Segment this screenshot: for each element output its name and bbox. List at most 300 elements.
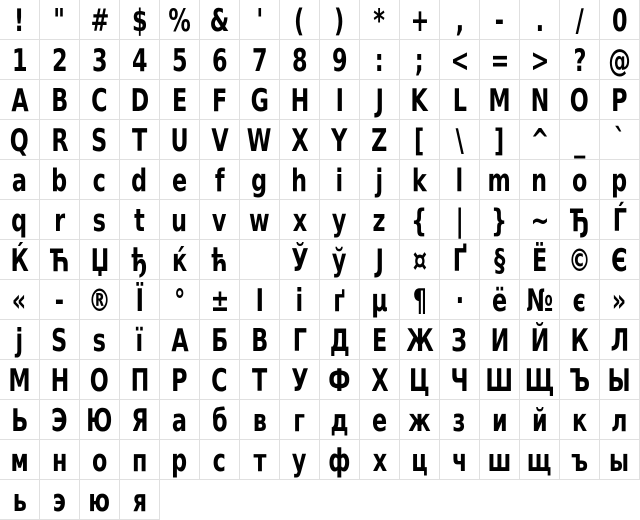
- glyph-cell[interactable]: [120, 440, 160, 480]
- glyph-row: [0, 360, 640, 400]
- glyph-cell[interactable]: [160, 320, 200, 360]
- glyph-cell[interactable]: [600, 400, 640, 440]
- glyph: А: [170, 323, 189, 359]
- glyph: V: [210, 123, 229, 159]
- glyph-cell[interactable]: [560, 360, 600, 400]
- glyph-cell[interactable]: [240, 320, 280, 360]
- glyph: n: [531, 163, 548, 199]
- glyph: y: [332, 203, 347, 239]
- glyph: -: [54, 283, 65, 319]
- glyph: §: [493, 243, 506, 279]
- glyph: l: [455, 163, 464, 199]
- glyph: e: [171, 163, 188, 199]
- glyph-cell[interactable]: [240, 40, 280, 80]
- glyph-cell[interactable]: [400, 40, 440, 80]
- glyph-cell[interactable]: [240, 400, 280, 440]
- glyph: г: [293, 403, 306, 439]
- glyph-cell[interactable]: [480, 120, 520, 160]
- glyph: Д: [329, 323, 350, 359]
- glyph-cell[interactable]: [360, 240, 400, 280]
- glyph-cell[interactable]: [400, 320, 440, 360]
- glyph-cell[interactable]: [400, 280, 440, 320]
- glyph-cell[interactable]: [120, 280, 160, 320]
- glyph: ": [53, 3, 66, 39]
- glyph: ¤: [412, 243, 427, 279]
- glyph-cell[interactable]: [360, 360, 400, 400]
- glyph: Я: [130, 403, 149, 439]
- glyph-row: [0, 200, 640, 240]
- glyph: z: [372, 203, 386, 239]
- glyph-cell[interactable]: [320, 440, 360, 480]
- glyph-cell[interactable]: [40, 200, 80, 240]
- glyph-cell[interactable]: [440, 40, 480, 80]
- glyph-cell[interactable]: [520, 200, 560, 240]
- glyph-cell[interactable]: [520, 40, 560, 80]
- glyph-cell[interactable]: [80, 80, 120, 120]
- glyph-cell[interactable]: [280, 160, 320, 200]
- glyph: и: [491, 403, 508, 439]
- glyph: H: [290, 83, 309, 119]
- glyph-cell[interactable]: [40, 120, 80, 160]
- glyph-cell[interactable]: [320, 0, 360, 40]
- glyph-cell[interactable]: [520, 80, 560, 120]
- glyph-cell[interactable]: [400, 120, 440, 160]
- glyph-cell[interactable]: [280, 80, 320, 120]
- glyph-cell[interactable]: [400, 440, 440, 480]
- glyph-cell[interactable]: [120, 160, 160, 200]
- glyph-cell[interactable]: [440, 400, 480, 440]
- glyph-cell[interactable]: [200, 320, 240, 360]
- glyph-cell[interactable]: [600, 240, 640, 280]
- glyph: С: [211, 363, 228, 399]
- glyph-cell[interactable]: [280, 280, 320, 320]
- glyph-cell[interactable]: [40, 40, 80, 80]
- glyph-cell[interactable]: [80, 440, 120, 480]
- glyph-cell[interactable]: [280, 0, 320, 40]
- glyph-cell[interactable]: [80, 240, 120, 280]
- glyph-row: [0, 280, 640, 320]
- glyph-cell[interactable]: [120, 480, 160, 520]
- glyph-cell[interactable]: [600, 40, 640, 80]
- glyph: ^: [530, 123, 549, 159]
- glyph-row: [0, 80, 640, 120]
- glyph-cell[interactable]: [240, 200, 280, 240]
- glyph: B: [50, 83, 69, 119]
- glyph-cell[interactable]: [200, 440, 240, 480]
- glyph-cell[interactable]: [80, 0, 120, 40]
- glyph-cell[interactable]: [600, 200, 640, 240]
- glyph-cell[interactable]: [360, 200, 400, 240]
- glyph: u: [171, 203, 188, 239]
- glyph: ]: [494, 123, 505, 159]
- glyph-cell[interactable]: [200, 200, 240, 240]
- glyph-cell[interactable]: [160, 400, 200, 440]
- glyph-cell[interactable]: [120, 360, 160, 400]
- glyph-cell[interactable]: [0, 40, 40, 80]
- glyph-cell[interactable]: [520, 240, 560, 280]
- glyph-cell[interactable]: [440, 280, 480, 320]
- glyph-cell[interactable]: [40, 360, 80, 400]
- glyph: в: [252, 403, 267, 439]
- glyph-cell[interactable]: [120, 400, 160, 440]
- glyph: ¶: [412, 283, 427, 319]
- glyph-cell[interactable]: [0, 440, 40, 480]
- glyph-cell[interactable]: [480, 400, 520, 440]
- glyph-cell[interactable]: [400, 400, 440, 440]
- glyph: Ї: [135, 283, 144, 319]
- glyph-cell[interactable]: [400, 200, 440, 240]
- glyph-cell[interactable]: [480, 40, 520, 80]
- glyph: х: [372, 443, 387, 479]
- glyph-cell[interactable]: [280, 320, 320, 360]
- glyph-cell[interactable]: [160, 440, 200, 480]
- glyph: Г: [292, 323, 307, 359]
- glyph-cell[interactable]: [280, 440, 320, 480]
- glyph: №: [526, 283, 553, 319]
- glyph-cell[interactable]: [200, 280, 240, 320]
- glyph-cell[interactable]: [320, 400, 360, 440]
- glyph-cell[interactable]: [0, 160, 40, 200]
- glyph-cell[interactable]: [400, 360, 440, 400]
- glyph-cell[interactable]: [320, 40, 360, 80]
- glyph: Џ: [90, 243, 109, 279]
- glyph: «: [12, 283, 27, 319]
- glyph-cell[interactable]: [320, 200, 360, 240]
- glyph-cell[interactable]: [40, 80, 80, 120]
- glyph: ї: [135, 323, 144, 359]
- glyph: Z: [371, 123, 388, 159]
- glyph-cell[interactable]: [560, 120, 600, 160]
- glyph: п: [131, 443, 148, 479]
- glyph-cell[interactable]: [240, 440, 280, 480]
- glyph: Л: [610, 323, 629, 359]
- glyph-cell[interactable]: [400, 0, 440, 40]
- glyph: N: [530, 83, 549, 119]
- glyph-cell[interactable]: [200, 40, 240, 80]
- glyph-cell[interactable]: [80, 400, 120, 440]
- glyph: ќ: [171, 243, 188, 279]
- glyph-cell[interactable]: [240, 160, 280, 200]
- glyph-cell[interactable]: [480, 0, 520, 40]
- glyph-cell[interactable]: [520, 280, 560, 320]
- glyph-cell[interactable]: [200, 360, 240, 400]
- glyph-cell[interactable]: [40, 240, 80, 280]
- glyph: P: [611, 83, 628, 119]
- glyph: I: [335, 83, 344, 119]
- glyph-cell[interactable]: [160, 160, 200, 200]
- glyph: Э: [51, 403, 68, 439]
- glyph: {: [411, 203, 428, 239]
- glyph-cell[interactable]: [360, 40, 400, 80]
- glyph: W: [247, 123, 272, 159]
- glyph-cell[interactable]: [0, 80, 40, 120]
- glyph-cell[interactable]: [160, 280, 200, 320]
- glyph-row: [0, 320, 640, 360]
- glyph-cell[interactable]: [240, 360, 280, 400]
- glyph: $: [131, 3, 148, 39]
- glyph: K: [410, 83, 429, 119]
- glyph-cell[interactable]: [120, 320, 160, 360]
- glyph-cell[interactable]: [80, 360, 120, 400]
- glyph-cell[interactable]: [480, 160, 520, 200]
- glyph-cell[interactable]: [440, 120, 480, 160]
- glyph-cell[interactable]: [520, 160, 560, 200]
- glyph-cell[interactable]: [0, 480, 40, 520]
- glyph-cell[interactable]: [280, 200, 320, 240]
- glyph-cell[interactable]: [280, 240, 320, 280]
- glyph: G: [250, 83, 269, 119]
- glyph-row: [0, 240, 640, 280]
- glyph-row: [0, 120, 640, 160]
- glyph: w: [249, 203, 270, 239]
- glyph-cell[interactable]: [280, 120, 320, 160]
- glyph-cell[interactable]: [360, 0, 400, 40]
- glyph-cell[interactable]: [440, 360, 480, 400]
- glyph-cell[interactable]: [80, 200, 120, 240]
- glyph-cell[interactable]: [80, 480, 120, 520]
- glyph-cell[interactable]: [120, 80, 160, 120]
- glyph-row: [0, 400, 640, 440]
- glyph: у: [292, 443, 307, 479]
- glyph-cell[interactable]: [360, 280, 400, 320]
- glyph-cell[interactable]: [600, 320, 640, 360]
- glyph-cell[interactable]: [0, 0, 40, 40]
- glyph: Ђ: [569, 203, 590, 239]
- glyph: >: [530, 43, 549, 79]
- glyph-cell[interactable]: [360, 400, 400, 440]
- glyph-cell[interactable]: [80, 160, 120, 200]
- glyph: ш: [487, 443, 512, 479]
- glyph: І: [255, 283, 264, 319]
- glyph-cell[interactable]: [320, 320, 360, 360]
- glyph-cell[interactable]: [40, 280, 80, 320]
- glyph: Е: [371, 323, 388, 359]
- glyph: °: [173, 283, 186, 319]
- glyph-cell[interactable]: [360, 160, 400, 200]
- glyph-cell[interactable]: [160, 0, 200, 40]
- glyph: :: [375, 43, 384, 79]
- glyph-cell[interactable]: [0, 360, 40, 400]
- glyph-cell[interactable]: [600, 80, 640, 120]
- glyph: A: [10, 83, 29, 119]
- glyph-cell[interactable]: [560, 280, 600, 320]
- glyph: Ы: [607, 363, 632, 399]
- glyph-cell[interactable]: [40, 0, 80, 40]
- glyph-cell[interactable]: [240, 280, 280, 320]
- glyph-cell[interactable]: [560, 200, 600, 240]
- glyph-cell[interactable]: [320, 280, 360, 320]
- glyph: Б: [210, 323, 229, 359]
- glyph-cell[interactable]: [120, 200, 160, 240]
- glyph: ё: [491, 283, 508, 319]
- glyph: +: [410, 3, 429, 39]
- glyph-cell[interactable]: [480, 440, 520, 480]
- glyph-cell[interactable]: [400, 80, 440, 120]
- glyph-cell[interactable]: [40, 400, 80, 440]
- glyph-cell[interactable]: [80, 120, 120, 160]
- glyph-cell[interactable]: [560, 80, 600, 120]
- glyph: c: [92, 163, 107, 199]
- glyph: а: [171, 403, 188, 439]
- glyph-cell[interactable]: [200, 120, 240, 160]
- glyph-cell[interactable]: [0, 120, 40, 160]
- glyph-cell[interactable]: [320, 80, 360, 120]
- glyph-cell[interactable]: [440, 240, 480, 280]
- glyph-cell[interactable]: [160, 200, 200, 240]
- glyph-cell[interactable]: [600, 120, 640, 160]
- glyph-cell[interactable]: [200, 240, 240, 280]
- glyph-cell[interactable]: [520, 440, 560, 480]
- glyph: f: [214, 163, 225, 199]
- glyph-cell[interactable]: [320, 120, 360, 160]
- glyph: ф: [328, 443, 351, 479]
- glyph: Ъ: [569, 363, 590, 399]
- glyph: o: [571, 163, 588, 199]
- glyph: ѕ: [92, 323, 107, 359]
- glyph: a: [11, 163, 28, 199]
- glyph: \: [455, 123, 464, 159]
- glyph: ћ: [211, 243, 228, 279]
- glyph: В: [250, 323, 269, 359]
- glyph-cell[interactable]: [40, 160, 80, 200]
- glyph: 9: [331, 43, 348, 79]
- glyph-cell[interactable]: [520, 320, 560, 360]
- glyph-cell[interactable]: [440, 440, 480, 480]
- glyph-cell[interactable]: [160, 360, 200, 400]
- glyph-cell[interactable]: [200, 80, 240, 120]
- glyph: s: [92, 203, 107, 239]
- glyph-cell[interactable]: [600, 0, 640, 40]
- glyph: -: [494, 3, 505, 39]
- glyph-cell[interactable]: [560, 400, 600, 440]
- glyph-cell[interactable]: [40, 440, 80, 480]
- glyph-cell[interactable]: [0, 240, 40, 280]
- glyph-cell[interactable]: [520, 0, 560, 40]
- glyph-cell[interactable]: [560, 440, 600, 480]
- glyph-cell[interactable]: [200, 160, 240, 200]
- glyph: і: [295, 283, 304, 319]
- glyph-cell[interactable]: [600, 280, 640, 320]
- glyph-cell[interactable]: [280, 400, 320, 440]
- glyph-cell[interactable]: [360, 120, 400, 160]
- glyph: 3: [91, 43, 108, 79]
- glyph: о: [91, 443, 108, 479]
- glyph: U: [170, 123, 189, 159]
- glyph-cell[interactable]: [480, 80, 520, 120]
- glyph: S: [91, 123, 108, 159]
- glyph: ј: [15, 323, 24, 359]
- glyph-cell[interactable]: [560, 40, 600, 80]
- glyph-cell[interactable]: [600, 160, 640, 200]
- glyph-cell[interactable]: [440, 80, 480, 120]
- glyph: ®: [88, 283, 111, 319]
- glyph-cell[interactable]: [0, 400, 40, 440]
- glyph-cell[interactable]: [0, 200, 40, 240]
- glyph: д: [330, 403, 349, 439]
- glyph-cell[interactable]: [360, 320, 400, 360]
- glyph-cell[interactable]: [520, 400, 560, 440]
- glyph-cell[interactable]: [160, 40, 200, 80]
- glyph-cell[interactable]: [480, 280, 520, 320]
- glyph: p: [611, 163, 628, 199]
- glyph-cell[interactable]: [360, 80, 400, 120]
- glyph-cell[interactable]: [480, 360, 520, 400]
- glyph-cell[interactable]: [40, 320, 80, 360]
- glyph: э: [52, 483, 67, 519]
- glyph-cell[interactable]: [440, 200, 480, 240]
- glyph-cell[interactable]: [480, 320, 520, 360]
- glyph-cell[interactable]: [80, 280, 120, 320]
- glyph-cell[interactable]: [120, 40, 160, 80]
- glyph: Щ: [524, 363, 555, 399]
- glyph-cell[interactable]: [200, 400, 240, 440]
- glyph: h: [291, 163, 308, 199]
- glyph-cell[interactable]: [400, 160, 440, 200]
- glyph-cell[interactable]: [200, 0, 240, 40]
- glyph: %: [168, 3, 191, 39]
- glyph: Н: [50, 363, 69, 399]
- glyph: »: [612, 283, 627, 319]
- glyph-cell[interactable]: [240, 240, 280, 280]
- glyph-cell[interactable]: [360, 440, 400, 480]
- glyph-cell[interactable]: [440, 320, 480, 360]
- glyph: v: [212, 203, 227, 239]
- glyph-cell[interactable]: [320, 360, 360, 400]
- glyph: ·: [455, 283, 464, 319]
- glyph-cell[interactable]: [320, 240, 360, 280]
- glyph: О: [90, 363, 109, 399]
- glyph-cell[interactable]: [120, 120, 160, 160]
- glyph-cell[interactable]: [160, 120, 200, 160]
- glyph-cell[interactable]: [480, 200, 520, 240]
- glyph-cell[interactable]: [560, 160, 600, 200]
- glyph: є: [572, 283, 587, 319]
- glyph-cell[interactable]: [440, 0, 480, 40]
- glyph-cell[interactable]: [160, 80, 200, 120]
- glyph-cell[interactable]: [480, 240, 520, 280]
- glyph-cell[interactable]: [280, 40, 320, 80]
- glyph: У: [290, 363, 309, 399]
- glyph-cell[interactable]: [120, 240, 160, 280]
- glyph-cell[interactable]: [0, 280, 40, 320]
- glyph-cell[interactable]: [520, 120, 560, 160]
- glyph: ±: [210, 283, 229, 319]
- glyph-cell[interactable]: [440, 160, 480, 200]
- glyph-cell[interactable]: [240, 80, 280, 120]
- glyph: /: [575, 3, 584, 39]
- glyph-cell[interactable]: [0, 320, 40, 360]
- glyph: .: [535, 3, 544, 39]
- glyph-cell[interactable]: [280, 360, 320, 400]
- glyph-cell[interactable]: [240, 0, 280, 40]
- glyph-cell[interactable]: [160, 240, 200, 280]
- glyph-cell[interactable]: [120, 0, 160, 40]
- glyph-cell[interactable]: [560, 0, 600, 40]
- glyph-cell[interactable]: [40, 480, 80, 520]
- glyph-cell[interactable]: [600, 440, 640, 480]
- glyph-cell[interactable]: [560, 320, 600, 360]
- glyph-cell[interactable]: [400, 240, 440, 280]
- glyph-cell[interactable]: [80, 40, 120, 80]
- glyph-cell[interactable]: [520, 360, 560, 400]
- glyph-cell[interactable]: [240, 120, 280, 160]
- glyph-cell[interactable]: [320, 160, 360, 200]
- glyph: &: [209, 3, 230, 39]
- glyph-cell[interactable]: [80, 320, 120, 360]
- glyph-cell[interactable]: [600, 360, 640, 400]
- glyph: Q: [10, 123, 29, 159]
- glyph-cell[interactable]: [560, 240, 600, 280]
